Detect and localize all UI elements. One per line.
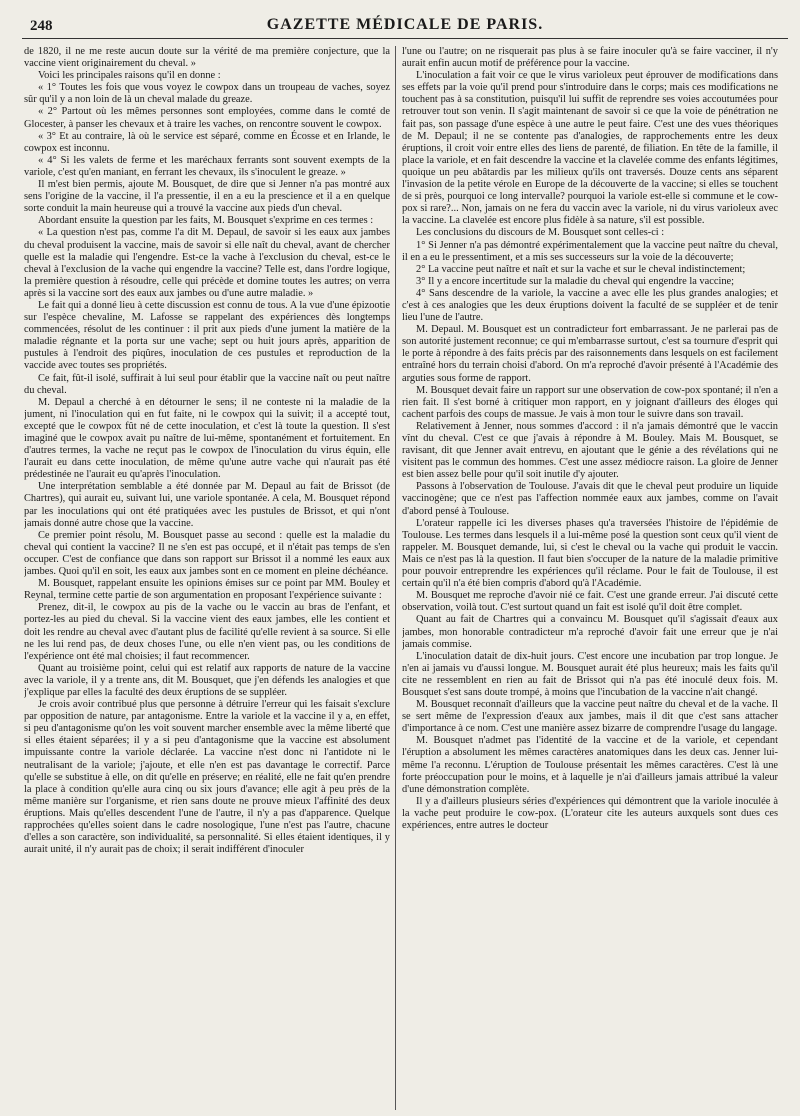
paragraph: L'inoculation a fait voir ce que le virus varioleux peut éprouver de modifications dans ses effets par la voie qu'il prend pour s'introduire dans le corps; mais ces modifications ne touchent pas à sa constitution, puisqu'il lui suffit de reprendre ses voies accoutumées pour retrouver tout son venin. Il s'agit maintenant de savoir si ce que la voie de pénétration ne fait pas, son passage d'une espèce à une autre le peut faire. C'est une des vues théoriques de M. Depaul; il ne se contente pas d'analogies, de rapprochements entre les deux éruptions, il croit voir entre elles des liens de parenté, de filiation. En tête de la famille, il place la variole, et en fait descendre la vaccine et la clavelée comme des enfants légitimes, quoique un peu abâtardis par les milieux qu'ils ont traversés. Douze cents ans séparent l'invasion de la petite vérole en Europe de la découverte de la vaccine; si elles se touchent de si près, pourquoi ce long intervalle? pourquoi la variole est-elle si commune et le cow-pox si rare?... Non, jamais on ne fera du vaccin avec la variole, ni du virus varioleux avec la vaccine. La clavelée est encore plus fidèle à sa nature, s'il est possible. (402, 70, 778, 227)
paragraph: Passons à l'observation de Toulouse. J'avais dit que le cheval peut produire un liquide vaccinogène; que ce n'est pas l'affection nommée eaux aux jambes, comme on l'avait d'abord pensé à Toulouse. (402, 481, 778, 517)
paragraph: « 1° Toutes les fois que vous voyez le cowpox dans un troupeau de vaches, soyez sûr qu'il y a non loin de là un cheval malade du greaze. (24, 82, 390, 106)
running-title: GAZETTE MÉDICALE DE PARIS. (266, 16, 544, 33)
left-column (24, 46, 390, 1110)
paragraph: de 1820, il ne me reste aucun doute sur la vérité de ma première conjecture, que la vaccine vient originairement du cheval. » (24, 46, 390, 70)
paragraph: l'une ou l'autre; on ne risquerait pas plus à se faire inoculer qu'à se faire vacciner, il n'y aurait enfin aucun motif de préférence pour la vaccine. (402, 46, 778, 70)
paragraph: « 4° Si les valets de ferme et les maréchaux ferrants sont souvent exempts de la variole, c'est qu'en maniant, en ferrant les chevaux, ils s'inoculent le greaze. » (24, 154, 390, 178)
paragraph: « 3° Et au contraire, là où le service est séparé, comme en Écosse et en Irlande, le cowpox est inconnu. (24, 130, 390, 154)
paragraph: Relativement à Jenner, nous sommes d'accord : il n'a jamais démontré que le vaccin vînt du cheval. C'est ce que j'avais à répondre à M. Bouley. Mais M. Bousquet, se ravisant, dit que Jenner avait entrevu, en ajoutant que le génie a des révélations qui ne visitent pas le commun des hommes. C'est une assez médiocre raison. La gloire de Jenner est bien assez belle pour qu'il soit inutile d'y ajouter. (402, 420, 778, 481)
column-divider (395, 46, 396, 1110)
paragraph: Quant au troisième point, celui qui est relatif aux rapports de nature de la vaccine avec la variole, il y a trente ans, dit M. Bousquet, que j'en défends les analogies et que j'explique par elles la faculté des deux éruptions de se suppléer. (24, 662, 390, 698)
paragraph: Voici les principales raisons qu'il en donne : (38, 70, 221, 82)
paragraph: Quant au fait de Chartres qui a convaincu M. Bousquet qu'il s'agissait d'eaux aux jambes, mon honorable contradicteur m'a reproché d'avoir fait une erreur que je n'ai jamais commise. (402, 614, 778, 650)
paragraph: Abordant ensuite la question par les faits, M. Bousquet s'exprime en ces termes : (38, 215, 374, 227)
paragraph: M. Depaul a cherché à en détourner le sens; il ne conteste ni la maladie de la jument, ni l'inoculation qui en fut faite, ni le cowpox qui la suivit; il a accepté tout, excepté que le cowpox fût né de cette inoculation, et c'est là toute la question. Il s'est imaginé que le cowpox avait pu naître de lui-même, spontanément et fortuitement. En d'autres termes, la vache ne reçut pas le cowpox de l'inoculation du virus équin, elle l'aurait eu dans cette inoculation, de même qu'une autre vache qui n'aurait pas été prédestinée ne l'aurait eu qu'après l'inoculation. (24, 396, 390, 481)
paragraph: M. Bousquet devait faire un rapport sur une observation de cow-pox spontané; il n'en a rien fait. Il s'est borné à critiquer mon rapport, en y joignant d'ailleurs des éloges qui cachent parfois des coups de massue. Je vais à mon tour le suivre dans son travail. (402, 384, 778, 420)
paragraph: « La question n'est pas, comme l'a dit M. Depaul, de savoir si les eaux aux jambes du cheval produisent la vaccine, mais de savoir si elle naît du cheval, avant de chercher quelle est la maladie qui l'engendre. Est-ce la vache à l'exclusion du cheval, est-ce le cheval à l'exclusion de la vache qui engendre la vaccine? Telle est, dans l'ordre logique, la première question à résoudre, celle qui précède et domine toutes les autres; on verra après si la vaccine sort des eaux aux jambes ou d'une autre maladie. » (24, 227, 390, 299)
paragraph: Le fait qui a donné lieu à cette discussion est connu de tous. A la vue d'une épizootie sur l'espèce chevaline, M. Lafosse se rappelant des expériences dès longtemps commencées, résolut de les continuer : il prit aux pieds d'une jument la matière de la maladie régnante et la porta sur une vache; sept ou huit jours après, apparition de pustules à l'endroit des piqûres, inoculation de ces pustules et reproduction de la vaccide avec toutes ses propriétés. (24, 299, 390, 372)
right-column (402, 46, 778, 1110)
page-header (22, 12, 788, 39)
paragraph: Ce fait, fût-il isolé, suffirait à lui seul pour établir que la vaccine naît ou peut naître du cheval. (24, 372, 390, 396)
paragraph: Il y a d'ailleurs plusieurs séries d'expériences qui démontrent que la variole inoculée à la vache peut produire le cow-pox. (L'orateur cite les auteurs auxquels sont dues ces expériences, entre autres le docteur (402, 795, 778, 831)
paragraph: Ce premier point résolu, M. Bousquet passe au second : quelle est la maladie du cheval qui contient la vaccine? Il ne s'en est pas occupé, et il n'était pas temps de s'en occuper. C'est de confiance que dans son rapport sur Brissot il a nommé les eaux aux jambes. Quoi qu'il en soit, les eaux aux jambes sont en ce moment en pleine déchéance. (24, 529, 390, 578)
paragraph: Il m'est bien permis, ajoute M. Bousquet, de dire que si Jenner n'a pas montré aux sens l'origine de la vaccine, il l'a pressentie, il en a eu la prescience et il a en quelque sorte conduit la main heureuse qui a trouvé la vaccine aux pieds d'un cheval. (24, 179, 390, 215)
paragraph: « 2° Partout où les mêmes personnes sont employées, comme dans le comté de Glocester, à panser les chevaux et à traire les vaches, on rencontre souvent le cowpox. (24, 106, 390, 130)
paragraph: M. Bousquet reconnaît d'ailleurs que la vaccine peut naître du cheval et de la vache. Il se sert même de l'expression d'eaux aux jambes, mais il dit que c'est sans attacher d'importance à ce nom. C'est une manière assez bizarre de comprendre l'usage du langage. (402, 699, 778, 735)
paragraph: Prenez, dit-il, le cowpox au pis de la vache ou le vaccin au bras de l'enfant, et portez-les au pied du cheval. Si la vaccine vient des eaux jambes, elle les contient et doit les rendre au cheval avec d'autant plus de facilité qu'elle revient à sa source. Si elle ne les lui rend pas, de deux choses l'une, ou elle n'en vient pas, ou les conditions de l'expérience ont été mal choisies; il faut recommencer. (24, 602, 390, 662)
paragraph: Je crois avoir contribué plus que personne à détruire l'erreur qui les faisait s'exclure par opposition de nature, par antagonisme. Entre la variole et la vaccine il y a, en effet, si peu d'antagonisme qu'on les voit souvent marcher ensemble avec la même liberté que si elles étaient séparées; il y a si peu d'antagonisme que la vaccine est absolument impuissante contre la variole déclarée. La vaccine n'est donc ni l'antidote ni le neutralisant de la variole; j'ajoute, et elle n'en est pas davantage le correctif. Parce qu'elle se substitue à elle, on dit qu'elle en préserve; en réalité, elle ne fait qu'en prendre la place à condition qu'elle aura cinq ou six jours d'avance; elle agit à peu près de la même manière sur l'organisme, et rien sans doute ne prouve mieux l'affinité des deux éruptions. Mais qu'elles descendent l'une de l'autre, il n'y a pas d'apparence. Quelque rapprochées qu'elles soient dans le cadre nosologique, l'une n'est pas l'autre, chacune d'elles a son caractère, son individualité, sa personnalité. Si elles étaient identiques, il y aurait unité, il n'y aurait pas de choix; il serait indifférent d'inoculer (24, 699, 390, 856)
paragraph: 3° Il y a encore incertitude sur la maladie du cheval qui engendre la vaccine; (416, 275, 735, 287)
paragraph: M. Bousquet me reproche d'avoir nié ce fait. C'est une grande erreur. J'ai discuté cette observation, voilà tout. C'est surtout quand un fait est isolé qu'il doit être complet. (402, 590, 778, 614)
paragraph: L'inoculation datait de dix-huit jours. C'est encore une incubation par trop longue. Je n'en ai jamais vu d'aussi longue. M. Bousquet aurait été plus heureux; mais les faits qu'il cite ne ressemblent en rien au fait de Brissot qui n'a pas été inoculé deux fois. M. Bousquet s'est sans doute trompé, à moins que l'incubation de la vaccine n'ait changé. (402, 650, 778, 698)
page-number: 248 (30, 18, 53, 34)
paragraph: 4° Sans descendre de la variole, la vaccine a avec elle les plus grandes analogies; et c'est à ces analogies que les deux éruptions doivent la faculté de se suppléer et de tenir lieu l'une de l'autre. (402, 287, 778, 324)
paragraph: 2° La vaccine peut naître et naît et sur la vache et sur le cheval indistinctement; (416, 263, 746, 275)
paragraph: M. Bousquet n'admet pas l'identité de la vaccine et de la variole, et cependant l'éruption a absolument les mêmes caractères anatomiques dans les deux cas. Jenner lui-même l'a reconnu. L'éruption de Toulouse présentait les mêmes caractères. C'est là une forte préoccupation pour le moins, et à laquelle je n'ai d'ailleurs jamais attribué la valeur d'une démonstration complète. (402, 735, 778, 795)
paragraph: Les conclusions du discours de M. Bousquet sont celles-ci : (416, 227, 665, 239)
paragraph: M. Depaul. M. Bousquet est un contradicteur fort embarrassant. Je ne parlerai pas de son autorité justement reconnue; ce qui m'embarrasse surtout, c'est sa tournure d'esprit qui le porte à répondre à des faits précis par des raisonnements dans lesquels on est facilement entraîné hors du terrain choisi d'abord. On m'a reproché d'avoir présenté à l'Académie des arguties sous forme de rapport. (402, 324, 778, 384)
paragraph: 1° Si Jenner n'a pas démontré expérimentalement que la vaccine peut naître du cheval, il en a eu le pressentiment, et a mis ses successeurs sur la voie de la découverte; (402, 239, 778, 263)
paragraph: Une interprétation semblable a été donnée par M. Depaul au fait de Brissot (de Chartres), qui aurait eu, suivant lui, une variole spontanée. A cela, M. Bousquet répond par les inoculations qui ont été pratiquées avec les pustules de Brissot, et qui n'ont jamais donné autre chose que la vaccine. (24, 481, 390, 529)
paragraph: L'orateur rappelle ici les diverses phases qu'a traversées l'histoire de l'épidémie de Toulouse. Les termes dans lesquels il a lui-même posé la question sont ceux qu'il vient de rappeler. M. Bousquet demande, lui, si c'est le cheval ou la vache qui produit le vaccin. Mais ce n'est pas là la question. Il faut bien s'occuper de la nature de la maladie primitive pour pouvoir entreprendre les expériences qu'il réclame. Pour le fait de Toulouse, il est certain qu'il n'a été bien compris d'abord qu'à l'Académie. (402, 517, 778, 590)
paragraph: M. Bousquet, rappelant ensuite les opinions émises sur ce point par MM. Bouley et Reynal, termine cette partie de son argumentation en proposant l'expérience suivante : (24, 578, 390, 602)
